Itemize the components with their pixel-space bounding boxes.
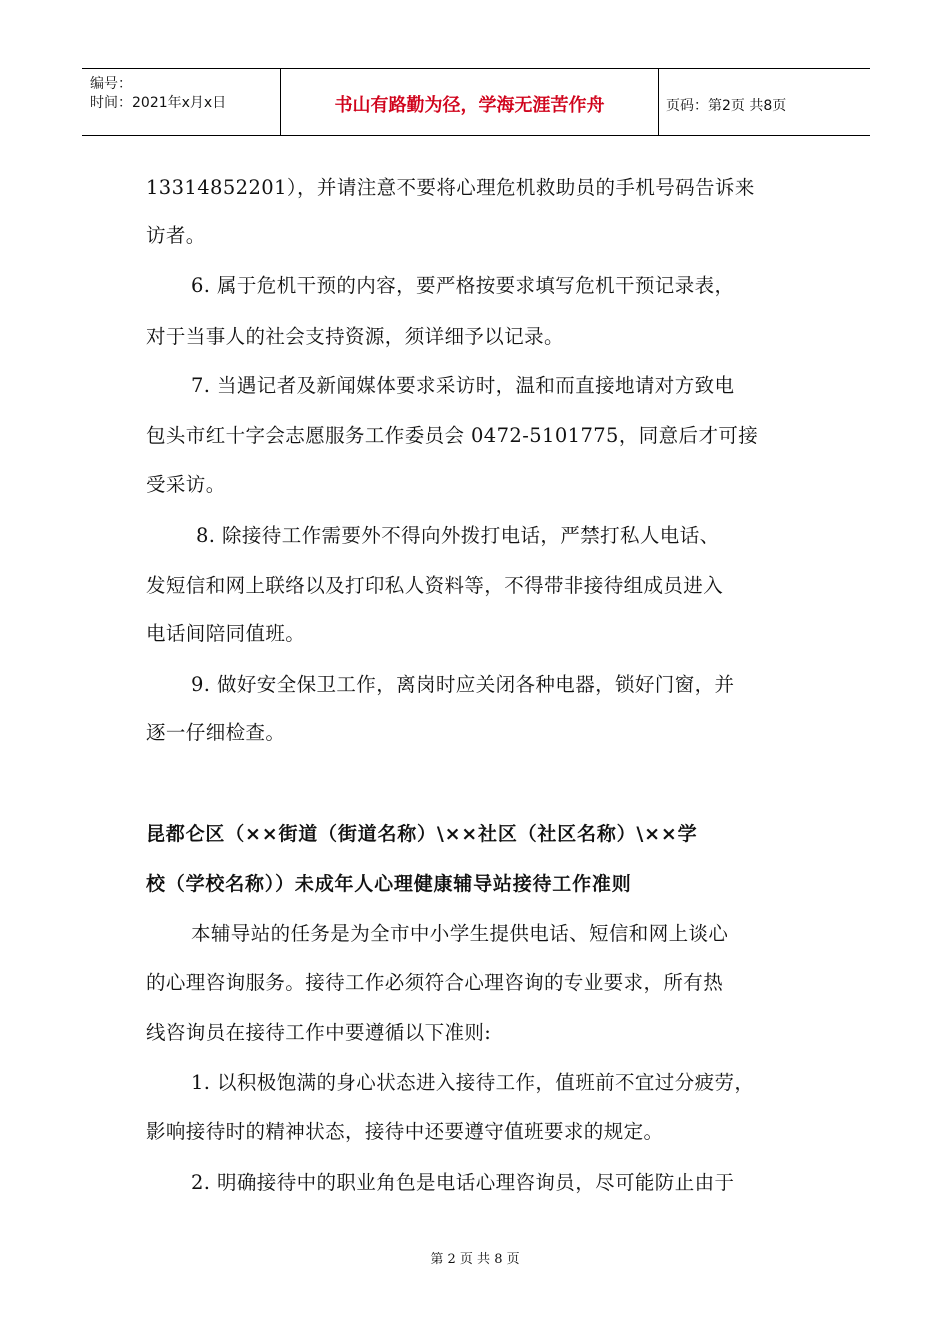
header-meta-cell: [82, 69, 281, 135]
body-line: 对于当事人的社会支持资源，须详细予以记录。: [146, 325, 564, 348]
body-line: 包头市红十字会志愿服务工作委员会 0472-5101775，同意后才可接: [146, 424, 759, 447]
header-motto-cell: [281, 69, 659, 135]
body-line: 2. 明确接待中的职业角色是电话心理咨询员，尽可能防止由于: [191, 1171, 735, 1194]
body-line: 9. 做好安全保卫工作，离岗时应关闭各种电器，锁好门窗，并: [191, 673, 735, 696]
body-line: 发短信和网上联络以及打印私人资料等，不得带非接待组成员进入: [146, 574, 724, 597]
body-line: 的心理咨询服务。接待工作必须符合心理咨询的专业要求，所有热: [146, 971, 724, 994]
body-line: 受采访。: [146, 473, 226, 496]
section-heading: 昆都仑区（××街道（街道名称）\××社区（社区名称）\××学: [146, 823, 698, 845]
motto: 书山有路勤为径，学海无涯苦作舟: [334, 95, 605, 116]
body-line: 8. 除接待工作需要外不得向外拨打电话，严禁打私人电话、: [196, 524, 720, 547]
section-heading: 校（学校名称））未成年人心理健康辅导站接待工作准则: [146, 873, 632, 895]
page-info: 页码：第2页 共8页: [666, 98, 787, 114]
body-line: 访者。: [146, 224, 206, 247]
body-line: 1. 以积极饱满的身心状态进入接待工作，值班前不宜过分疲劳，: [191, 1071, 755, 1094]
body-line: 本辅导站的任务是为全市中小学生提供电话、短信和网上谈心: [191, 922, 729, 945]
document-header: [82, 68, 870, 136]
body-line: 7. 当遇记者及新闻媒体要求采访时，温和而直接地请对方致电: [191, 374, 735, 397]
code-label: 编号：: [90, 76, 132, 92]
body-line: 6. 属于危机干预的内容，要严格按要求填写危机干预记录表，: [191, 274, 735, 297]
body-line: 13314852201），并请注意不要将心理危机救助员的手机号码告诉来: [146, 176, 755, 199]
time-label: 时间：2021年x月x日: [90, 95, 227, 111]
body-line: 影响接待时的精神状态，接待中还要遵守值班要求的规定。: [146, 1120, 664, 1143]
body-line: 线咨询员在接待工作中要遵循以下准则:: [146, 1021, 492, 1044]
body-line: 电话间陪同值班。: [146, 622, 306, 645]
body-line: 逐一仔细检查。: [146, 721, 286, 744]
page-footer: 第 2 页 共 8 页: [430, 1252, 520, 1267]
header-page-cell: [660, 69, 870, 135]
